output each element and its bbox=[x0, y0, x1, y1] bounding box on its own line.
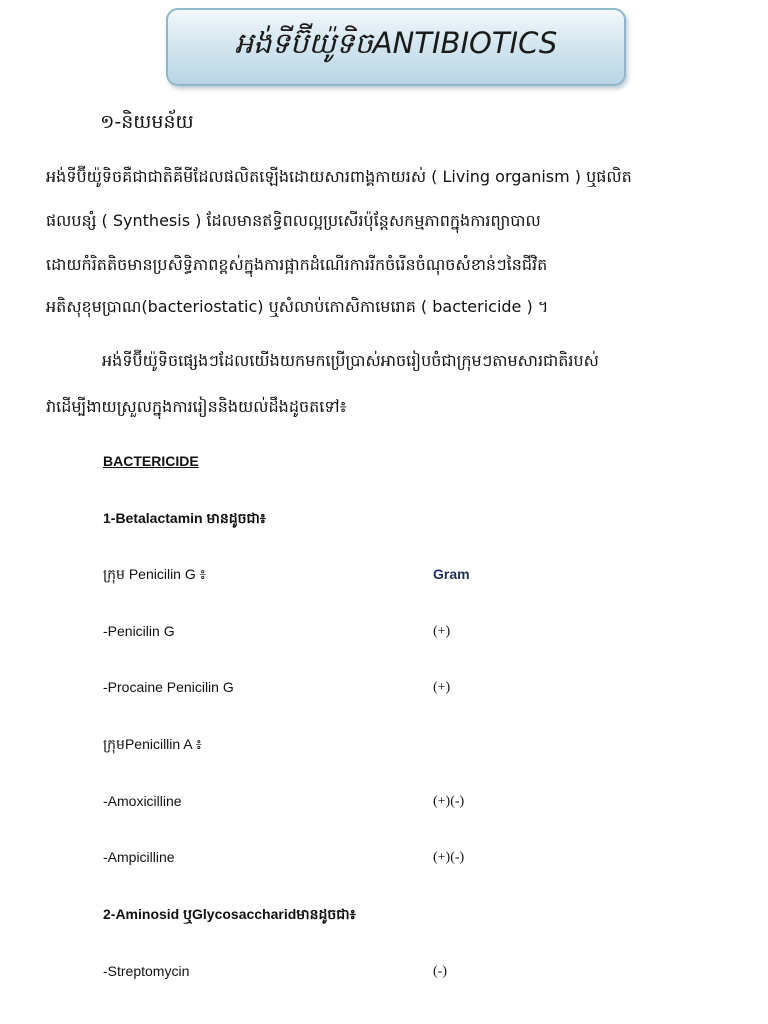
title-banner bbox=[166, 8, 626, 86]
paragraph-line: ដោយកំរិតតិចមានប្រសិទ្ធិភាពខ្ពស់ក្នុងការផ្អាកដំណើរការរីកចំរើនចំណុចសំខាន់ៗនៃជីវិត bbox=[46, 255, 548, 274]
list-item-label: ក្រុម Penicilin G ៖ bbox=[103, 566, 206, 582]
section-label-bactericide: BACTERICIDE bbox=[103, 453, 199, 469]
document-title: អង់ទីប៊ីយ៉ូទិចANTIBIOTICS bbox=[234, 26, 558, 60]
list-item-label: -Ampicilline bbox=[103, 849, 175, 865]
paragraph-line: ផលបន្សំ ( Synthesis ) ដែលមានឥទ្ធិពលល្អប្រសើរប៉ុន្តែសកម្មភាពក្នុងការព្យាបាល bbox=[46, 211, 541, 230]
gram-value: (+) bbox=[433, 624, 451, 639]
gram-column-header: Gram bbox=[433, 566, 470, 582]
paragraph-line: អតិសុខុមប្រាណ(bacteriostatic) ឬសំលាប់កោសិកាមេរោគ ( bactericide ) ។ bbox=[46, 297, 549, 316]
list-item-label: 1-Betalactamin មានដូចជា៖ bbox=[103, 510, 266, 526]
list-item-label: -Streptomycin bbox=[103, 963, 190, 979]
paragraph-line: អង់ទីប៊ីយ៉ូទិចផ្សេងៗដែលយើងយកមកប្រើប្រាស់អាចរៀបចំជាក្រុមៗតាមសារជាតិរបស់ bbox=[102, 351, 599, 370]
list-item-label: 2-Aminosid ឬGlycosaccharidមានដូចជា៖ bbox=[103, 906, 356, 922]
gram-value: (-) bbox=[433, 964, 447, 979]
list-item-label: -Penicilin G bbox=[103, 623, 175, 639]
gram-value: (+)(-) bbox=[433, 794, 465, 809]
gram-value: (+) bbox=[433, 680, 451, 695]
list-item-label: ក្រុមPenicillin A ៖ bbox=[103, 736, 202, 752]
paragraph-line: វាដើម្បីងាយស្រួលក្នុងការរៀននិងយល់ដឹងដូចតទៅ៖ bbox=[46, 397, 347, 416]
paragraph-line: អង់ទីប៊ីយ៉ូទិចគឺជាជាតិគីមីដែលផលិតឡើងដោយសារពាង្គកាយរស់ ( Living organism ) ឬផលិត bbox=[46, 167, 632, 186]
list-item-label: -Procaine Penicilin G bbox=[103, 679, 234, 695]
gram-value: (+)(-) bbox=[433, 850, 465, 865]
definition-heading: ១-និយមន័យ bbox=[100, 111, 194, 133]
list-item-label: -Amoxicilline bbox=[103, 793, 182, 809]
